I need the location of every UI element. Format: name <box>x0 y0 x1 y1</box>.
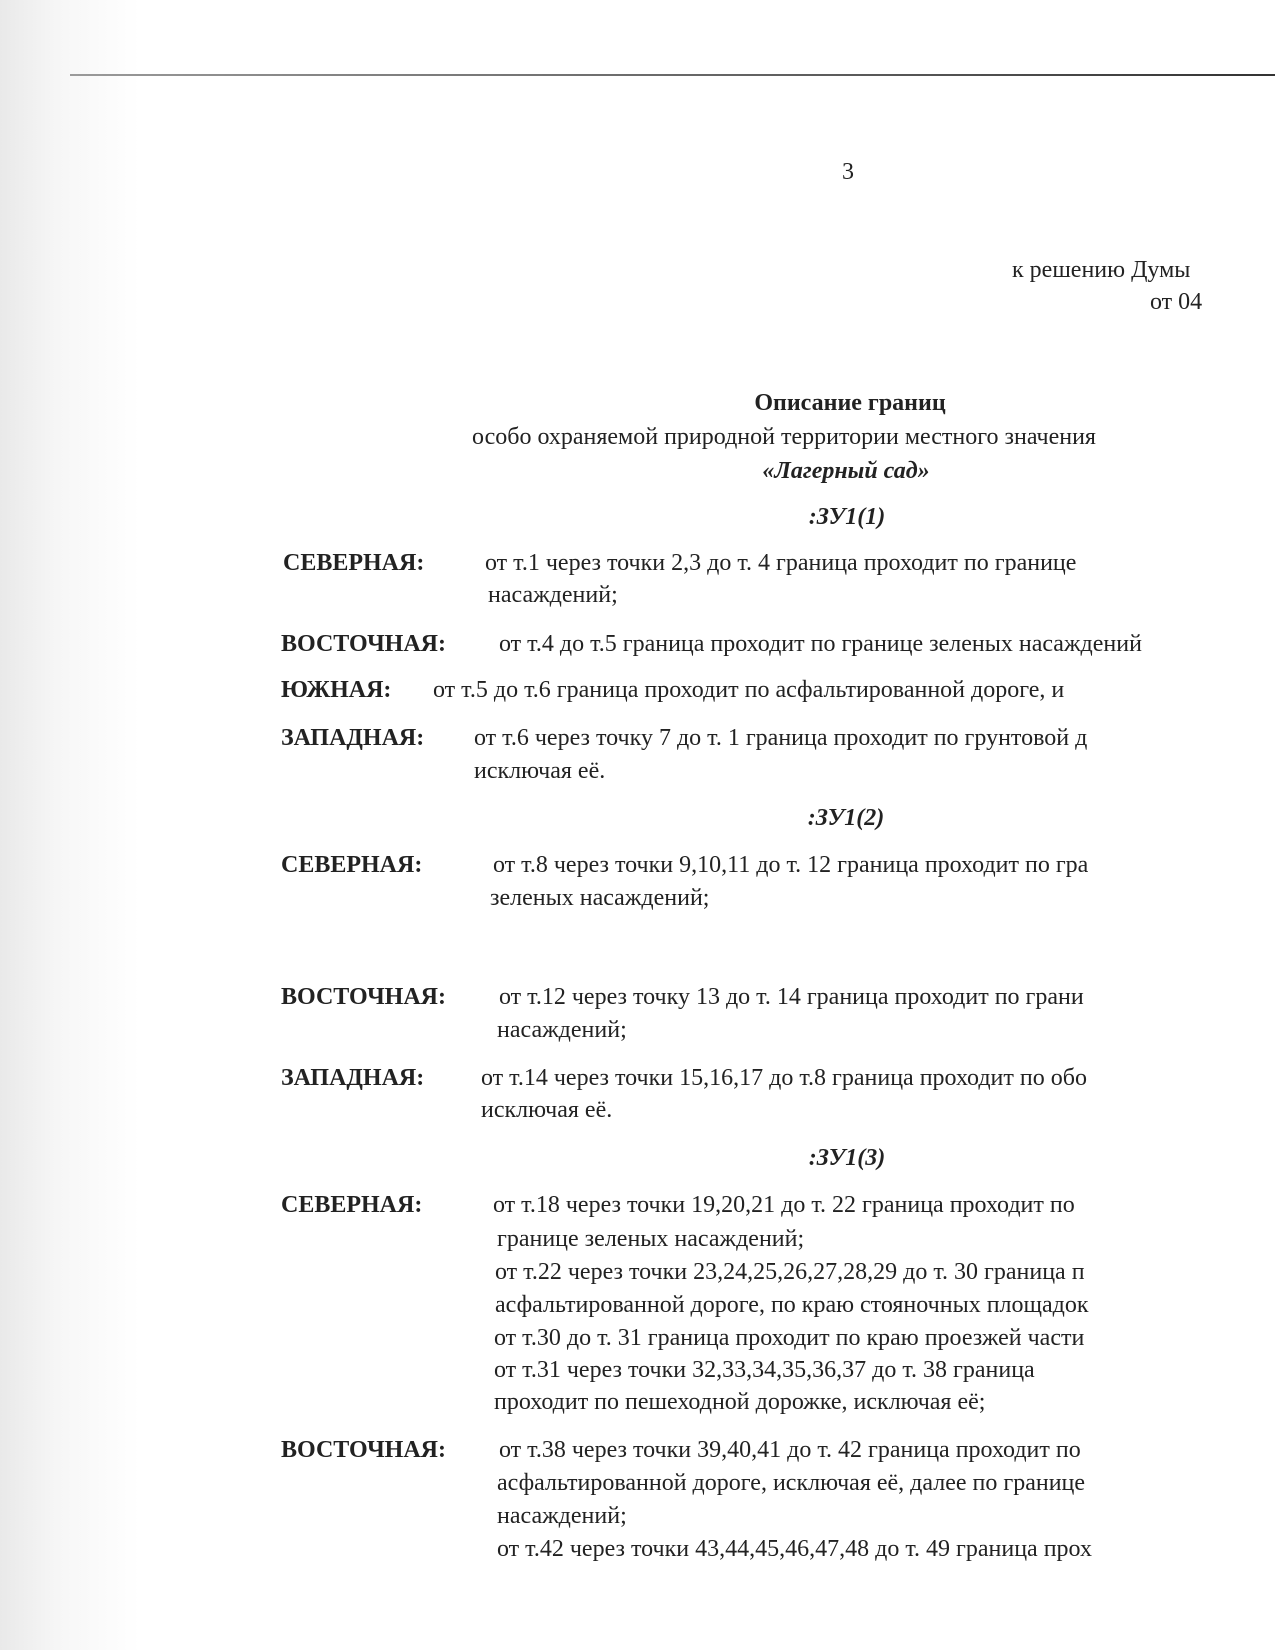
boundary-text: от т.31 через точки 32,33,34,35,36,37 до т. 38 граница <box>494 1357 1035 1383</box>
boundary-text: проходит по пешеходной дорожке, исключая её; <box>494 1389 986 1415</box>
boundary-text: границе зеленых насаждений; <box>497 1226 805 1252</box>
header-line-1: к решению Думы <box>1012 257 1191 283</box>
direction-label: ВОСТОЧНАЯ: <box>281 631 446 657</box>
boundary-text: от т.14 через точки 15,16,17 до т.8 граница проходит по обо <box>481 1065 1087 1091</box>
boundary-text: зеленых насаждений; <box>490 885 710 911</box>
boundary-text: от т.5 до т.6 граница проходит по асфальтированной дороге, и <box>433 677 1065 703</box>
boundary-text: исключая её. <box>481 1097 613 1123</box>
direction-label: ЗАПАДНАЯ: <box>281 1065 425 1091</box>
boundary-text: насаждений; <box>497 1017 627 1043</box>
direction-label: ЮЖНАЯ: <box>281 677 392 703</box>
boundary-text: насаждений; <box>497 1503 627 1529</box>
direction-label: ВОСТОЧНАЯ: <box>281 984 446 1010</box>
top-rule <box>70 74 1275 76</box>
boundary-text: от т.22 через точки 23,24,25,26,27,28,29 до т. 30 граница п <box>495 1259 1085 1285</box>
doc-name: «Лагерный сад» <box>762 458 930 484</box>
direction-label: СЕВЕРНАЯ: <box>283 550 425 576</box>
direction-label: ЗАПАДНАЯ: <box>281 725 425 751</box>
boundary-text: от т.1 через точки 2,3 до т. 4 граница проходит по границе <box>485 550 1077 576</box>
boundary-text: от т.38 через точки 39,40,41 до т. 42 граница проходит по <box>499 1437 1081 1463</box>
header-line-2: от 04 <box>1150 289 1203 315</box>
scan-edge-shadow <box>0 0 140 1650</box>
direction-label: СЕВЕРНАЯ: <box>281 852 423 878</box>
boundary-text: от т.30 до т. 31 граница проходит по краю проезжей части <box>494 1325 1085 1351</box>
boundary-text: от т.8 через точки 9,10,11 до т. 12 граница проходит по гра <box>493 852 1089 878</box>
section-label: :ЗУ1(1) <box>808 504 886 530</box>
direction-label: ВОСТОЧНАЯ: <box>281 1437 446 1463</box>
boundary-text: от т.12 через точку 13 до т. 14 граница проходит по грани <box>499 984 1084 1010</box>
direction-label: СЕВЕРНАЯ: <box>281 1192 423 1218</box>
section-label: :ЗУ1(2) <box>807 805 885 831</box>
boundary-text: асфальтированной дороге, по краю стояночных площадок <box>495 1292 1089 1318</box>
doc-subtitle: особо охраняемой природной территории местного значения <box>472 424 1096 450</box>
boundary-text: от т.18 через точки 19,20,21 до т. 22 граница проходит по <box>493 1192 1075 1218</box>
section-label: :ЗУ1(3) <box>808 1145 886 1171</box>
doc-title: Описание границ <box>754 390 946 416</box>
boundary-text: от т.42 через точки 43,44,45,46,47,48 до т. 49 граница прох <box>497 1536 1092 1562</box>
boundary-text: асфальтированной дороге, исключая её, далее по границе <box>497 1470 1086 1496</box>
boundary-text: насаждений; <box>488 582 618 608</box>
page-number: 3 <box>842 159 854 185</box>
boundary-text: от т.6 через точку 7 до т. 1 граница проходит по грунтовой д <box>474 725 1088 751</box>
boundary-text: исключая её. <box>474 758 606 784</box>
boundary-text: от т.4 до т.5 граница проходит по границе зеленых насаждений <box>499 631 1142 657</box>
